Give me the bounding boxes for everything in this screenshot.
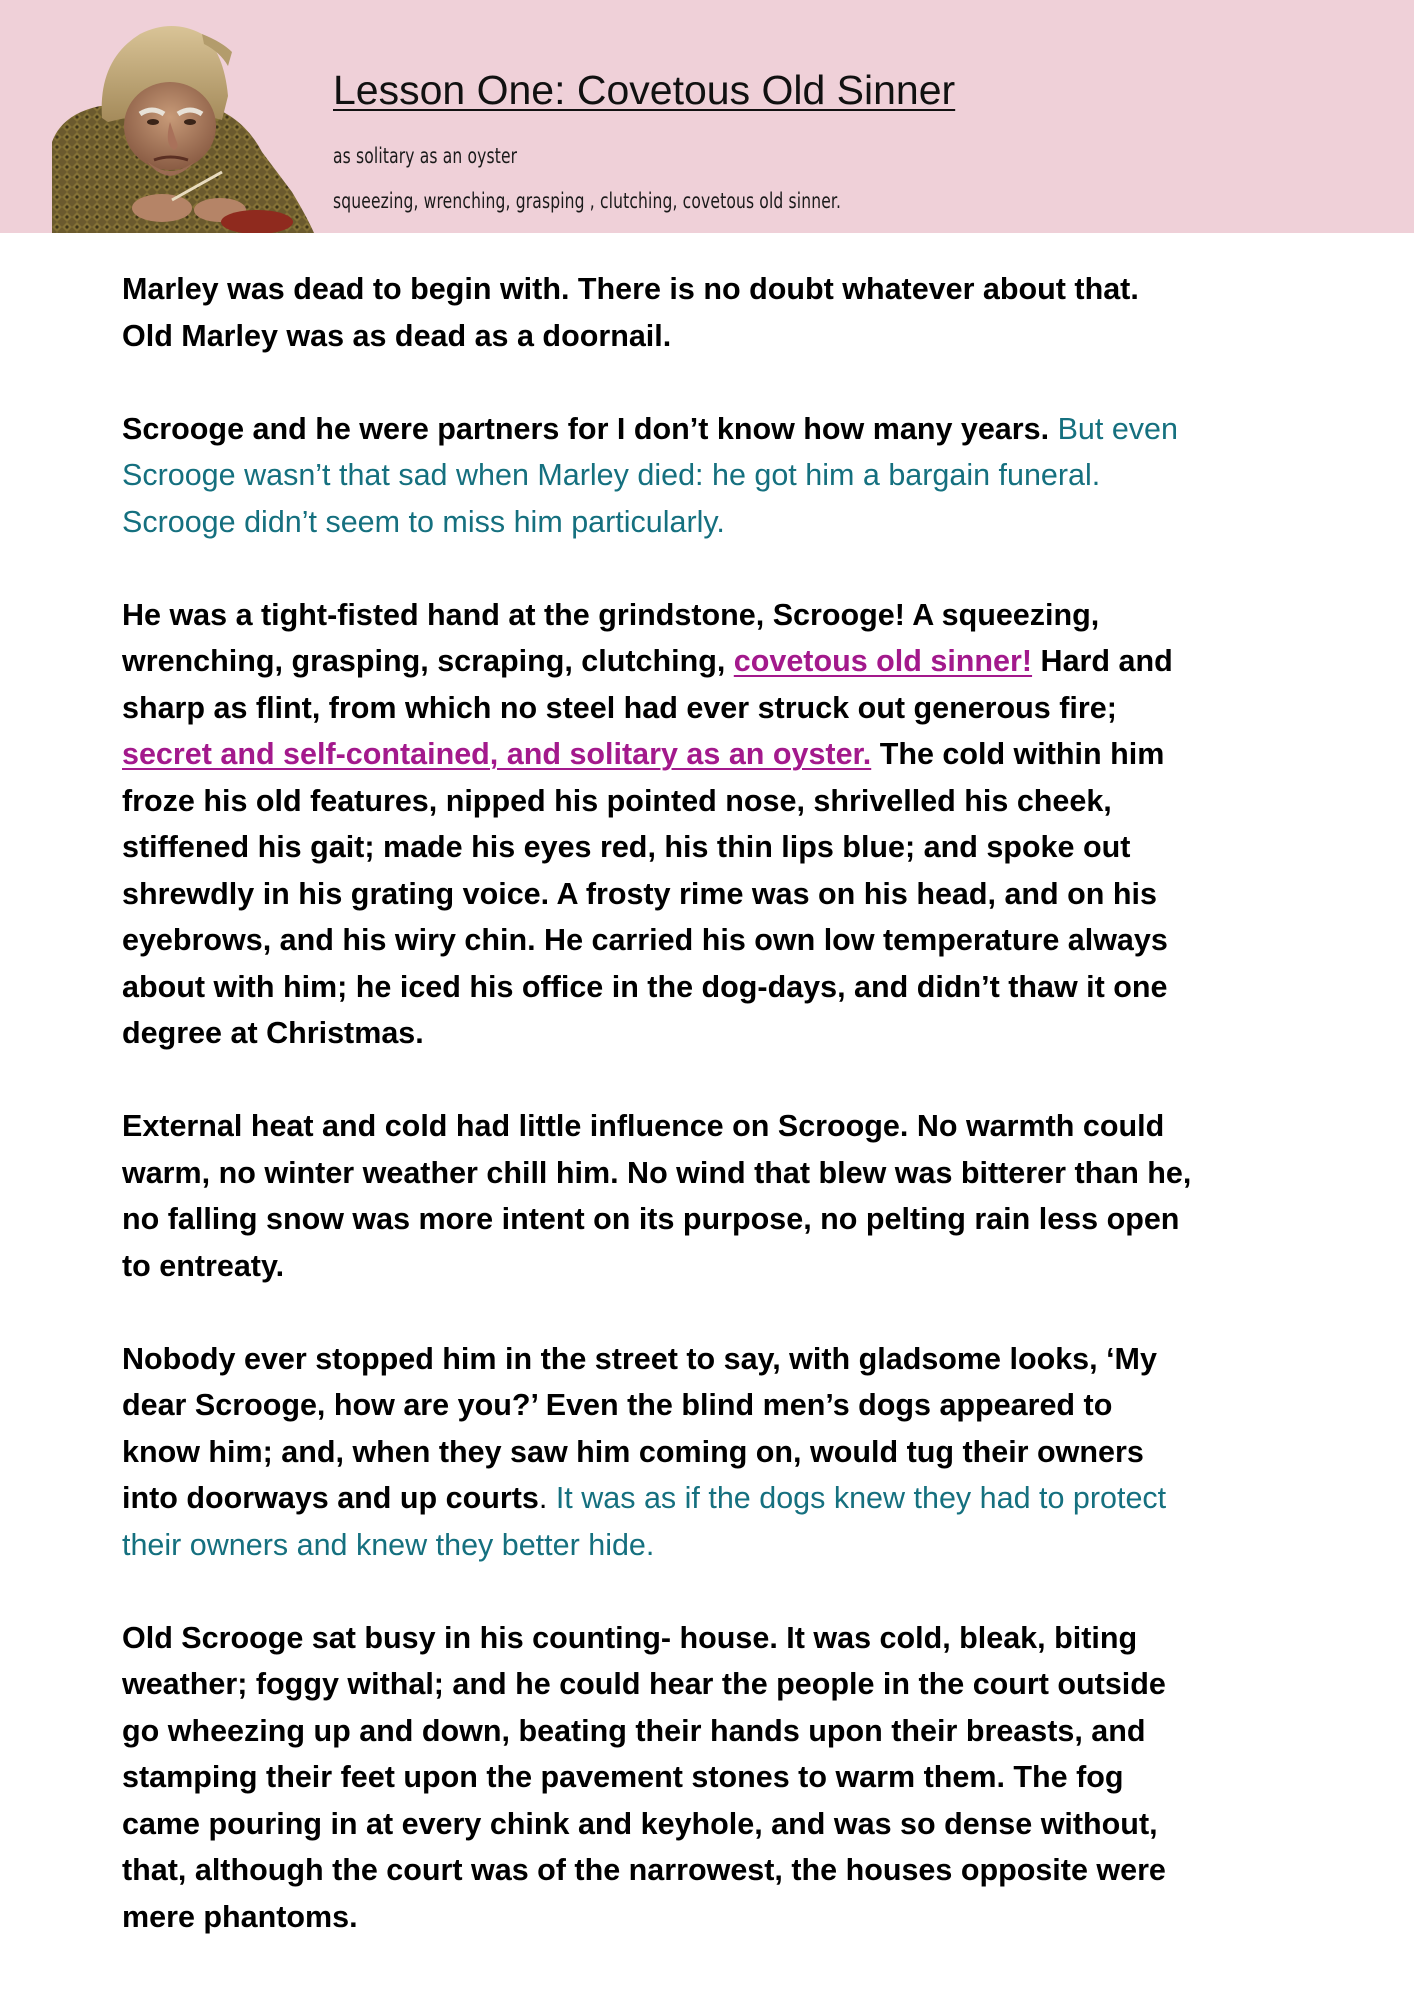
teal-annotation-text: their owners and knew they better hide.	[122, 1527, 655, 1562]
text-line	[122, 1847, 1302, 1894]
text-line	[122, 1196, 1302, 1243]
text-line	[122, 1522, 1302, 1569]
text-line	[122, 917, 1302, 964]
teal-annotation-text: It was as if the dogs knew they had to protect	[555, 1481, 1167, 1515]
bold-text: know him; and, when they saw him coming on, would tug their owners	[122, 1434, 1144, 1469]
plain-text: .	[538, 1481, 556, 1515]
passage-text	[122, 266, 1302, 1987]
bold-text: Marley was dead to begin with. There is no doubt whatever about that.	[122, 272, 1139, 306]
text-line	[122, 824, 1302, 871]
paragraph	[122, 266, 1302, 359]
highlighted-quote: secret and self-contained, and solitary as an oyster.	[122, 737, 872, 771]
paragraph	[122, 406, 1302, 546]
text-line	[122, 1754, 1302, 1801]
bold-text: mere phantoms.	[122, 1899, 358, 1934]
header-subtitle-oyster: as solitary as an oyster	[333, 144, 518, 168]
bold-text: about with him; he iced his office in the dog-days, and didn’t thaw it one	[122, 969, 1168, 1004]
bold-text: The cold within him	[871, 737, 1165, 771]
text-line	[122, 592, 1302, 639]
bold-text: froze his old features, nipped his pointed nose, shrivelled his cheek,	[122, 783, 1112, 818]
text-line	[122, 452, 1302, 499]
lesson-title: Lesson One: Covetous Old Sinner	[333, 67, 956, 113]
bold-text: degree at Christmas.	[122, 1016, 424, 1050]
text-line	[122, 499, 1302, 546]
text-line	[122, 313, 1302, 360]
bold-text: into doorways and up courts	[122, 1481, 539, 1515]
bold-text: Old Marley was as dead as a doornail.	[122, 318, 672, 353]
highlighted-quote: covetous old sinner!	[733, 644, 1033, 678]
header-subtitle-covetous: squeezing, wrenching, grasping , clutching, covetous old sinner.	[333, 189, 842, 213]
bold-text: sharp as flint, from which no steel had ever struck out generous fire;	[122, 690, 1117, 725]
paragraph	[122, 1615, 1302, 1941]
bold-text: dear Scrooge, how are you?’ Even the blind men’s dogs appeared to	[122, 1388, 1113, 1422]
bold-text: Scrooge and he were partners for I don’t know how many years.	[122, 411, 1058, 446]
bold-text: go wheezing up and down, beating their hands upon their breasts, and	[122, 1713, 1146, 1748]
text-line	[122, 685, 1302, 732]
bold-text: eyebrows, and his wiry chin. He carried his own low temperature always	[122, 923, 1168, 957]
text-line	[122, 964, 1302, 1011]
text-line	[122, 638, 1302, 685]
teal-annotation-text: But even	[1057, 411, 1178, 446]
scrooge-portrait-image	[52, 22, 314, 233]
bold-text: Hard and	[1032, 644, 1173, 678]
bold-text: Nobody ever stopped him in the street to say, with gladsome looks, ‘My	[122, 1341, 1157, 1376]
text-line	[122, 1801, 1302, 1848]
bold-text: wrenching, grasping, scraping, clutching,	[122, 644, 734, 678]
bold-text: Old Scrooge sat busy in his counting- house. It was cold, bleak, biting	[122, 1620, 1138, 1655]
paragraph	[122, 1336, 1302, 1569]
text-line	[122, 871, 1302, 918]
teal-annotation-text: Scrooge didn’t seem to miss him particularly.	[122, 504, 725, 539]
text-line	[122, 1615, 1302, 1662]
bold-text: He was a tight-fisted hand at the grindstone, Scrooge! A squeezing,	[122, 597, 1100, 632]
text-line	[122, 1661, 1302, 1708]
header-banner	[0, 0, 1414, 233]
paragraph	[122, 592, 1302, 1057]
text-line	[122, 1475, 1302, 1522]
bold-text: stiffened his gait; made his eyes red, his thin lips blue; and spoke out	[122, 830, 1131, 864]
paragraph	[122, 1103, 1302, 1289]
bold-text: no falling snow was more intent on its purpose, no pelting rain less open	[122, 1202, 1180, 1236]
text-line	[122, 1429, 1302, 1476]
bold-text: came pouring in at every chink and keyhole, and was so dense without,	[122, 1806, 1158, 1841]
text-line	[122, 1010, 1302, 1057]
text-line	[122, 778, 1302, 825]
text-line	[122, 266, 1302, 313]
bold-text: External heat and cold had little influence on Scrooge. No warmth could	[122, 1109, 1165, 1143]
bold-text: to entreaty.	[122, 1248, 285, 1283]
text-line	[122, 1103, 1302, 1150]
bold-text: weather; foggy withal; and he could hear the people in the court outside	[122, 1667, 1166, 1701]
teal-annotation-text: Scrooge wasn’t that sad when Marley died: he got him a bargain funeral.	[122, 458, 1101, 492]
text-line	[122, 1150, 1302, 1197]
text-line	[122, 1336, 1302, 1383]
bold-text: warm, no winter weather chill him. No wind that blew was bitterer than he,	[122, 1155, 1192, 1190]
bold-text: that, although the court was of the narrowest, the houses opposite were	[122, 1853, 1166, 1887]
text-line	[122, 1243, 1302, 1290]
text-line	[122, 1894, 1302, 1941]
text-line	[122, 1382, 1302, 1429]
bold-text: stamping their feet upon the pavement stones to warm them. The fog	[122, 1760, 1124, 1794]
text-line	[122, 731, 1302, 778]
bold-text: shrewdly in his grating voice. A frosty rime was on his head, and on his	[122, 876, 1157, 911]
text-line	[122, 1708, 1302, 1755]
text-line	[122, 406, 1302, 453]
